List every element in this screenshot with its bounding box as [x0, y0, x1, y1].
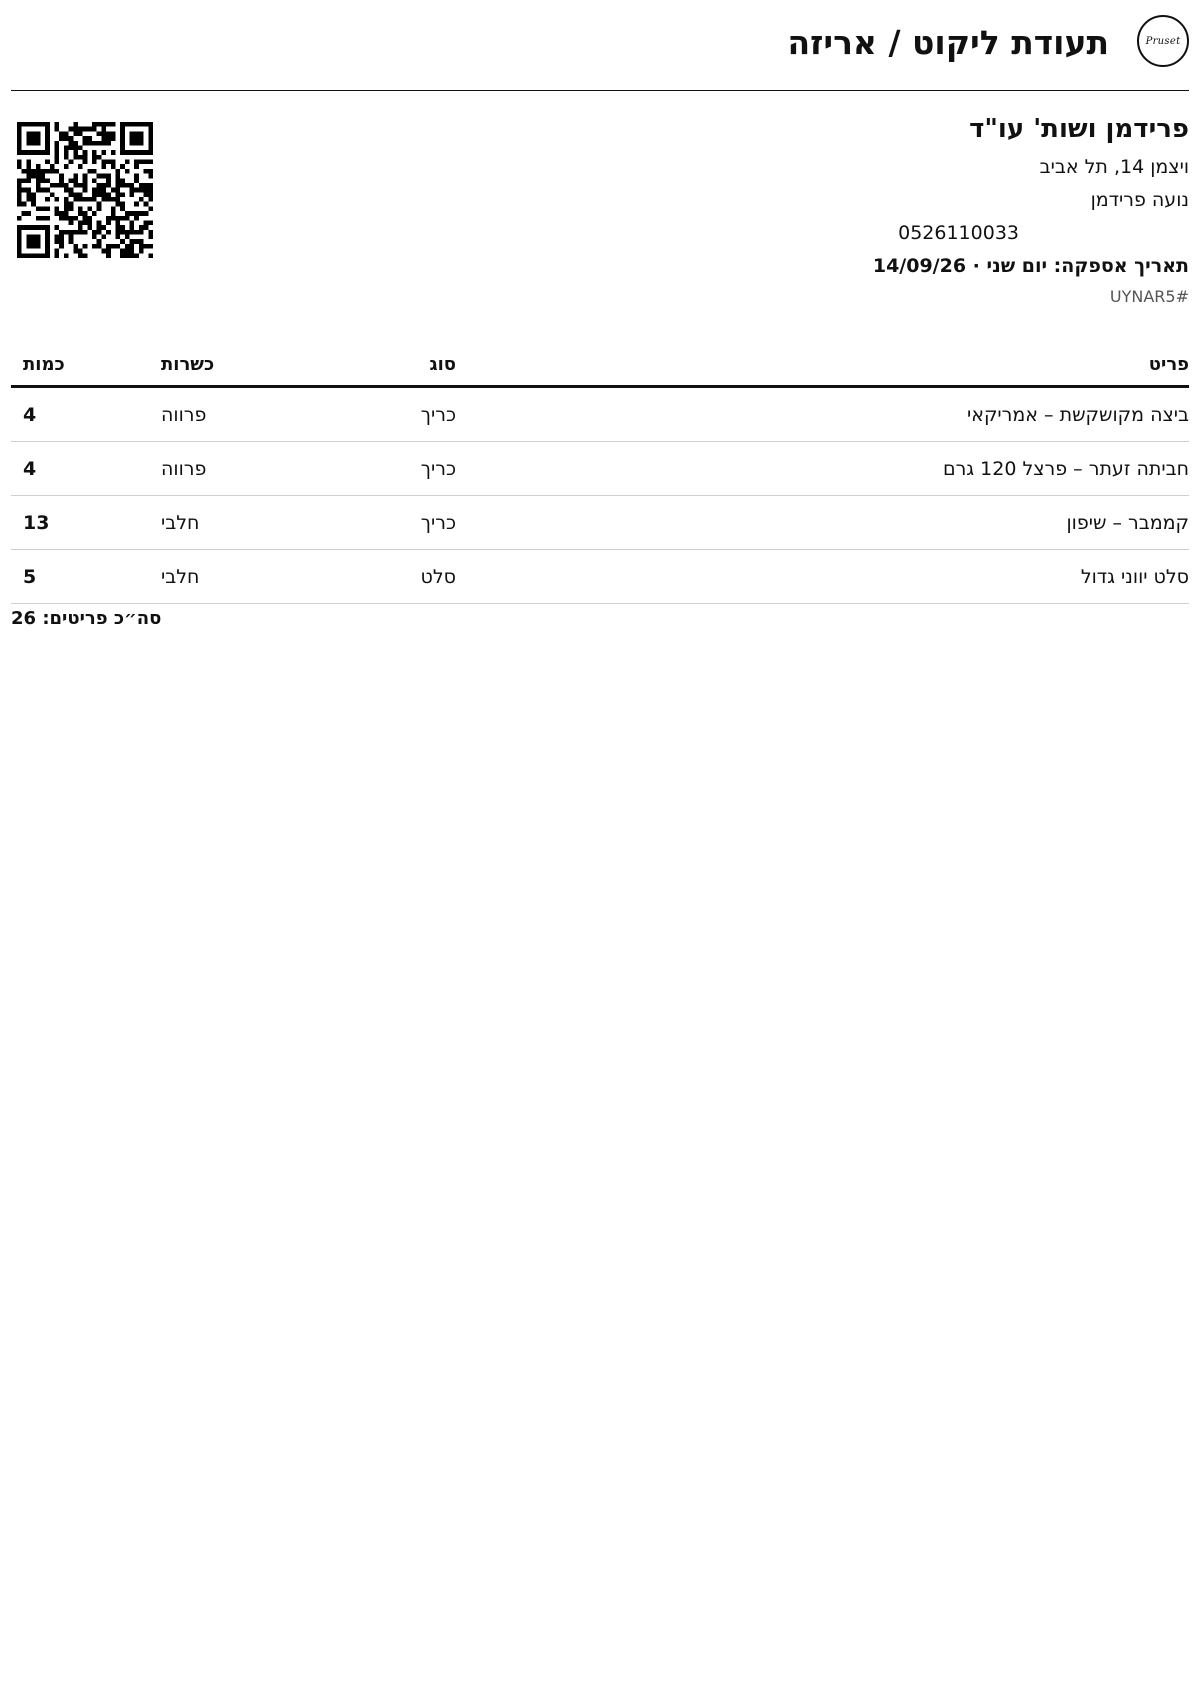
customer-contact: נועה פרידמן	[1090, 189, 1189, 211]
item-qty: 5	[11, 550, 161, 604]
item-name: קממבר – שיפון	[456, 496, 1189, 550]
item-kosher: פרווה	[161, 442, 341, 496]
column-header-type: סוג	[341, 335, 456, 387]
item-kosher: חלבי	[161, 550, 341, 604]
item-qty: 4	[11, 387, 161, 442]
item-name: סלט יווני גדול	[456, 550, 1189, 604]
column-header-qty: כמות	[11, 335, 161, 387]
table-row	[11, 387, 1189, 442]
brand-logo-icon	[1137, 15, 1189, 67]
table-row	[11, 550, 1189, 604]
item-qty: 4	[11, 442, 161, 496]
table-row	[11, 442, 1189, 496]
logo-text: Pruset	[1145, 35, 1181, 47]
document-header	[11, 14, 1189, 91]
items-total: סה״כ פריטים: 26	[11, 608, 162, 629]
item-type: כריך	[341, 496, 456, 550]
column-header-kosher: כשרות	[161, 335, 341, 387]
customer-phone: 0526110033	[898, 222, 1019, 244]
item-type: כריך	[341, 387, 456, 442]
items-table	[11, 335, 1189, 604]
item-kosher: חלבי	[161, 496, 341, 550]
qr-code-icon	[17, 122, 153, 258]
item-name: חביתה זעתר – פרצל 120 גרם	[456, 442, 1189, 496]
column-header-item: פריט	[456, 335, 1189, 387]
customer-name: פרידמן ושות' עו"ד	[969, 114, 1189, 144]
customer-address: ויצמן 14, תל אביב	[1039, 156, 1189, 178]
page-title: תעודת ליקוט / אריזה	[787, 23, 1109, 62]
table-row	[11, 496, 1189, 550]
item-name: ביצה מקושקשת – אמריקאי	[456, 387, 1189, 442]
table-header-row	[11, 335, 1189, 387]
order-reference: #UYNAR5	[1109, 287, 1189, 306]
delivery-date: תאריך אספקה: יום שני · 14/09/26	[872, 255, 1189, 277]
item-qty: 13	[11, 496, 161, 550]
item-kosher: פרווה	[161, 387, 341, 442]
item-type: כריך	[341, 442, 456, 496]
customer-details	[629, 112, 1189, 308]
item-type: סלט	[341, 550, 456, 604]
